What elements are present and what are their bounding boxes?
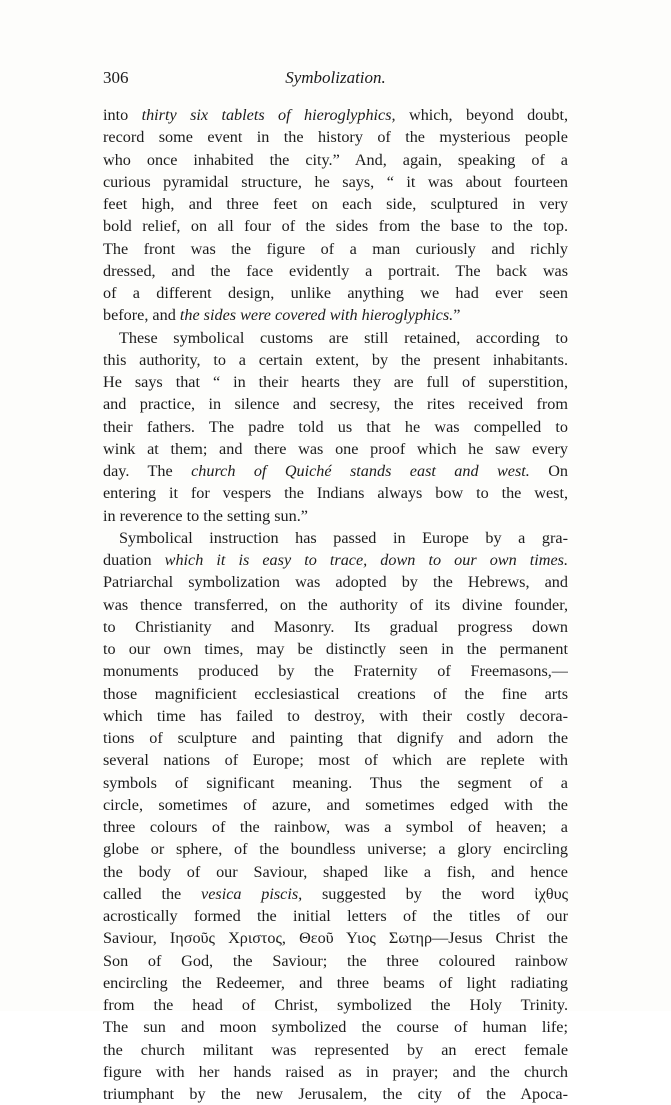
text-run: in reverence to the setting sun.” xyxy=(103,506,308,525)
text-run: triumphant by the new Jerusalem, the city of the Apoca- xyxy=(103,1085,568,1103)
text-run: called the xyxy=(103,884,202,903)
text-line xyxy=(103,393,568,415)
text-run: day. The xyxy=(103,462,192,480)
text-run: several nations of Europe; most of which are replete with xyxy=(103,751,568,770)
text-run: acrostically formed the initial letters of the titles of our xyxy=(103,907,568,925)
text-line xyxy=(103,104,568,126)
text-line xyxy=(103,171,568,193)
text-line xyxy=(103,660,568,682)
text-run: Patriarchal symbolization was adopted by the Hebrews, and xyxy=(103,573,568,592)
text-line xyxy=(103,482,568,504)
text-run: was thence transferred, on the authority of its divine founder, xyxy=(103,595,568,614)
text-run: those magnificient ecclesiastical creations of the fine arts xyxy=(103,684,568,703)
text-run: of a different design, unlike anything we had ever seen xyxy=(103,284,568,302)
text-line xyxy=(103,1039,568,1061)
text-line xyxy=(103,927,568,949)
text-run: wink at them; and there was one proof which he saw every xyxy=(103,439,568,458)
text-line xyxy=(103,460,568,482)
text-line xyxy=(103,905,568,927)
text-run: to Christianity and Masonry. Its gradual progress down xyxy=(103,617,568,636)
body-text xyxy=(103,104,568,1105)
text-line xyxy=(103,505,568,527)
text-run: who once inhabited the city.” And, again, speaking of a xyxy=(103,150,568,169)
text-line xyxy=(103,950,568,972)
text-run: before, and xyxy=(103,306,180,325)
italic-text: which it is easy to trace, down to our own times. xyxy=(164,551,568,569)
text-line xyxy=(103,1083,568,1105)
text-line xyxy=(103,972,568,994)
text-line xyxy=(103,371,568,393)
italic-text: vesica piscis, xyxy=(201,884,303,903)
text-line xyxy=(103,349,568,371)
text-line xyxy=(103,883,568,905)
text-run: from the head of Christ, symbolized the Holy Trinity. xyxy=(103,996,568,1014)
text-line xyxy=(103,149,568,171)
text-line xyxy=(103,238,568,260)
text-line xyxy=(103,549,568,571)
text-run: The sun and moon symbolized the course of human life; xyxy=(103,1018,568,1037)
text-run: Son of God, the Saviour; the three coloured rainbow xyxy=(103,951,568,970)
italic-text: church of Quiché stands east and west. xyxy=(191,462,530,480)
text-run: The front was the figure of a man curiously and richly xyxy=(103,239,568,258)
page-header xyxy=(103,68,568,92)
text-run: On xyxy=(529,462,568,480)
text-run: and practice, in silence and secresy, the rites received from xyxy=(103,395,568,414)
italic-text: thirty six tablets of hieroglyphics, xyxy=(141,106,396,124)
text-line xyxy=(103,683,568,705)
text-run: to our own times, may be distinctly seen in the permanent xyxy=(103,640,568,658)
text-line xyxy=(103,638,568,660)
text-line xyxy=(103,727,568,749)
text-run: ” xyxy=(453,306,461,325)
text-line xyxy=(103,861,568,883)
text-run: their fathers. The padre told us that he was compelled to xyxy=(103,417,568,436)
text-line xyxy=(103,772,568,794)
text-run: These symbolical customs are still retained, according to xyxy=(119,328,568,347)
text-run: three colours of the rainbow, was a symbol of heaven; a xyxy=(103,818,568,836)
text-run: curious pyramidal structure, he says, “ it was about fourteen xyxy=(103,172,568,191)
text-run: tions of sculpture and painting that dignify and adorn the xyxy=(103,729,568,747)
text-line xyxy=(103,705,568,727)
text-line xyxy=(103,215,568,237)
page-number: 306 xyxy=(103,68,129,87)
text-run: figure with her hands raised as in prayer; and the church xyxy=(103,1062,568,1081)
text-run: He says that “ in their hearts they are full of superstition, xyxy=(103,373,568,391)
text-run: entering it for vespers the Indians always bow to the west, xyxy=(103,484,568,503)
text-line xyxy=(103,282,568,304)
text-line xyxy=(103,193,568,215)
text-line xyxy=(103,794,568,816)
text-run: circle, sometimes of azure, and sometimes edged with the xyxy=(103,795,568,814)
text-line xyxy=(103,527,568,549)
text-run: the church militant was represented by an erect female xyxy=(103,1040,568,1059)
text-run: encircling the Redeemer, and three beams of light radiating xyxy=(103,973,568,992)
text-run: this authority, to a certain extent, by the present inhabitants. xyxy=(103,350,568,369)
text-line xyxy=(103,438,568,460)
italic-text: the sides were covered with hieroglyphics. xyxy=(179,306,454,325)
text-run: the body of our Saviour, shaped like a fish, and hence xyxy=(103,862,568,881)
text-line xyxy=(103,126,568,148)
text-run: which time has failed to destroy, with their costly decora- xyxy=(103,706,568,725)
text-run: dressed, and the face evidently a portrait. The back was xyxy=(103,261,568,280)
text-run: globe or sphere, of the boundless universe; a glory encircling xyxy=(103,840,568,859)
text-line xyxy=(103,594,568,616)
text-run: monuments produced by the Fraternity of Freemasons,— xyxy=(103,662,568,681)
text-run: Saviour, Ιησοῦς Χριστος, Θεοῦ Υιος Σωτηρ—Jesus Christ the xyxy=(103,929,568,948)
text-run: feet high, and three feet on each side, sculptured in very xyxy=(103,195,568,213)
text-run: Symbolical instruction has passed in Europe by a gra- xyxy=(119,528,568,547)
text-line xyxy=(103,616,568,638)
text-run: duation xyxy=(103,551,165,569)
text-line xyxy=(103,304,568,326)
text-run: record some event in the history of the mysterious people xyxy=(103,128,568,147)
text-run: symbols of significant meaning. Thus the segment of a xyxy=(103,773,568,792)
text-run: into xyxy=(103,106,142,124)
text-run: suggested by the word ἰχθυς xyxy=(302,884,568,903)
text-line xyxy=(103,1016,568,1038)
text-line xyxy=(103,260,568,282)
text-run: bold relief, on all four of the sides from the base to the top. xyxy=(103,217,568,236)
text-line xyxy=(103,571,568,593)
text-line xyxy=(103,816,568,838)
text-line xyxy=(103,749,568,771)
text-line xyxy=(103,838,568,860)
text-line xyxy=(103,416,568,438)
text-line xyxy=(103,1061,568,1083)
text-line xyxy=(103,327,568,349)
running-title: Symbolization. xyxy=(285,68,386,87)
text-run: which, beyond doubt, xyxy=(395,106,568,124)
text-line xyxy=(103,994,568,1016)
